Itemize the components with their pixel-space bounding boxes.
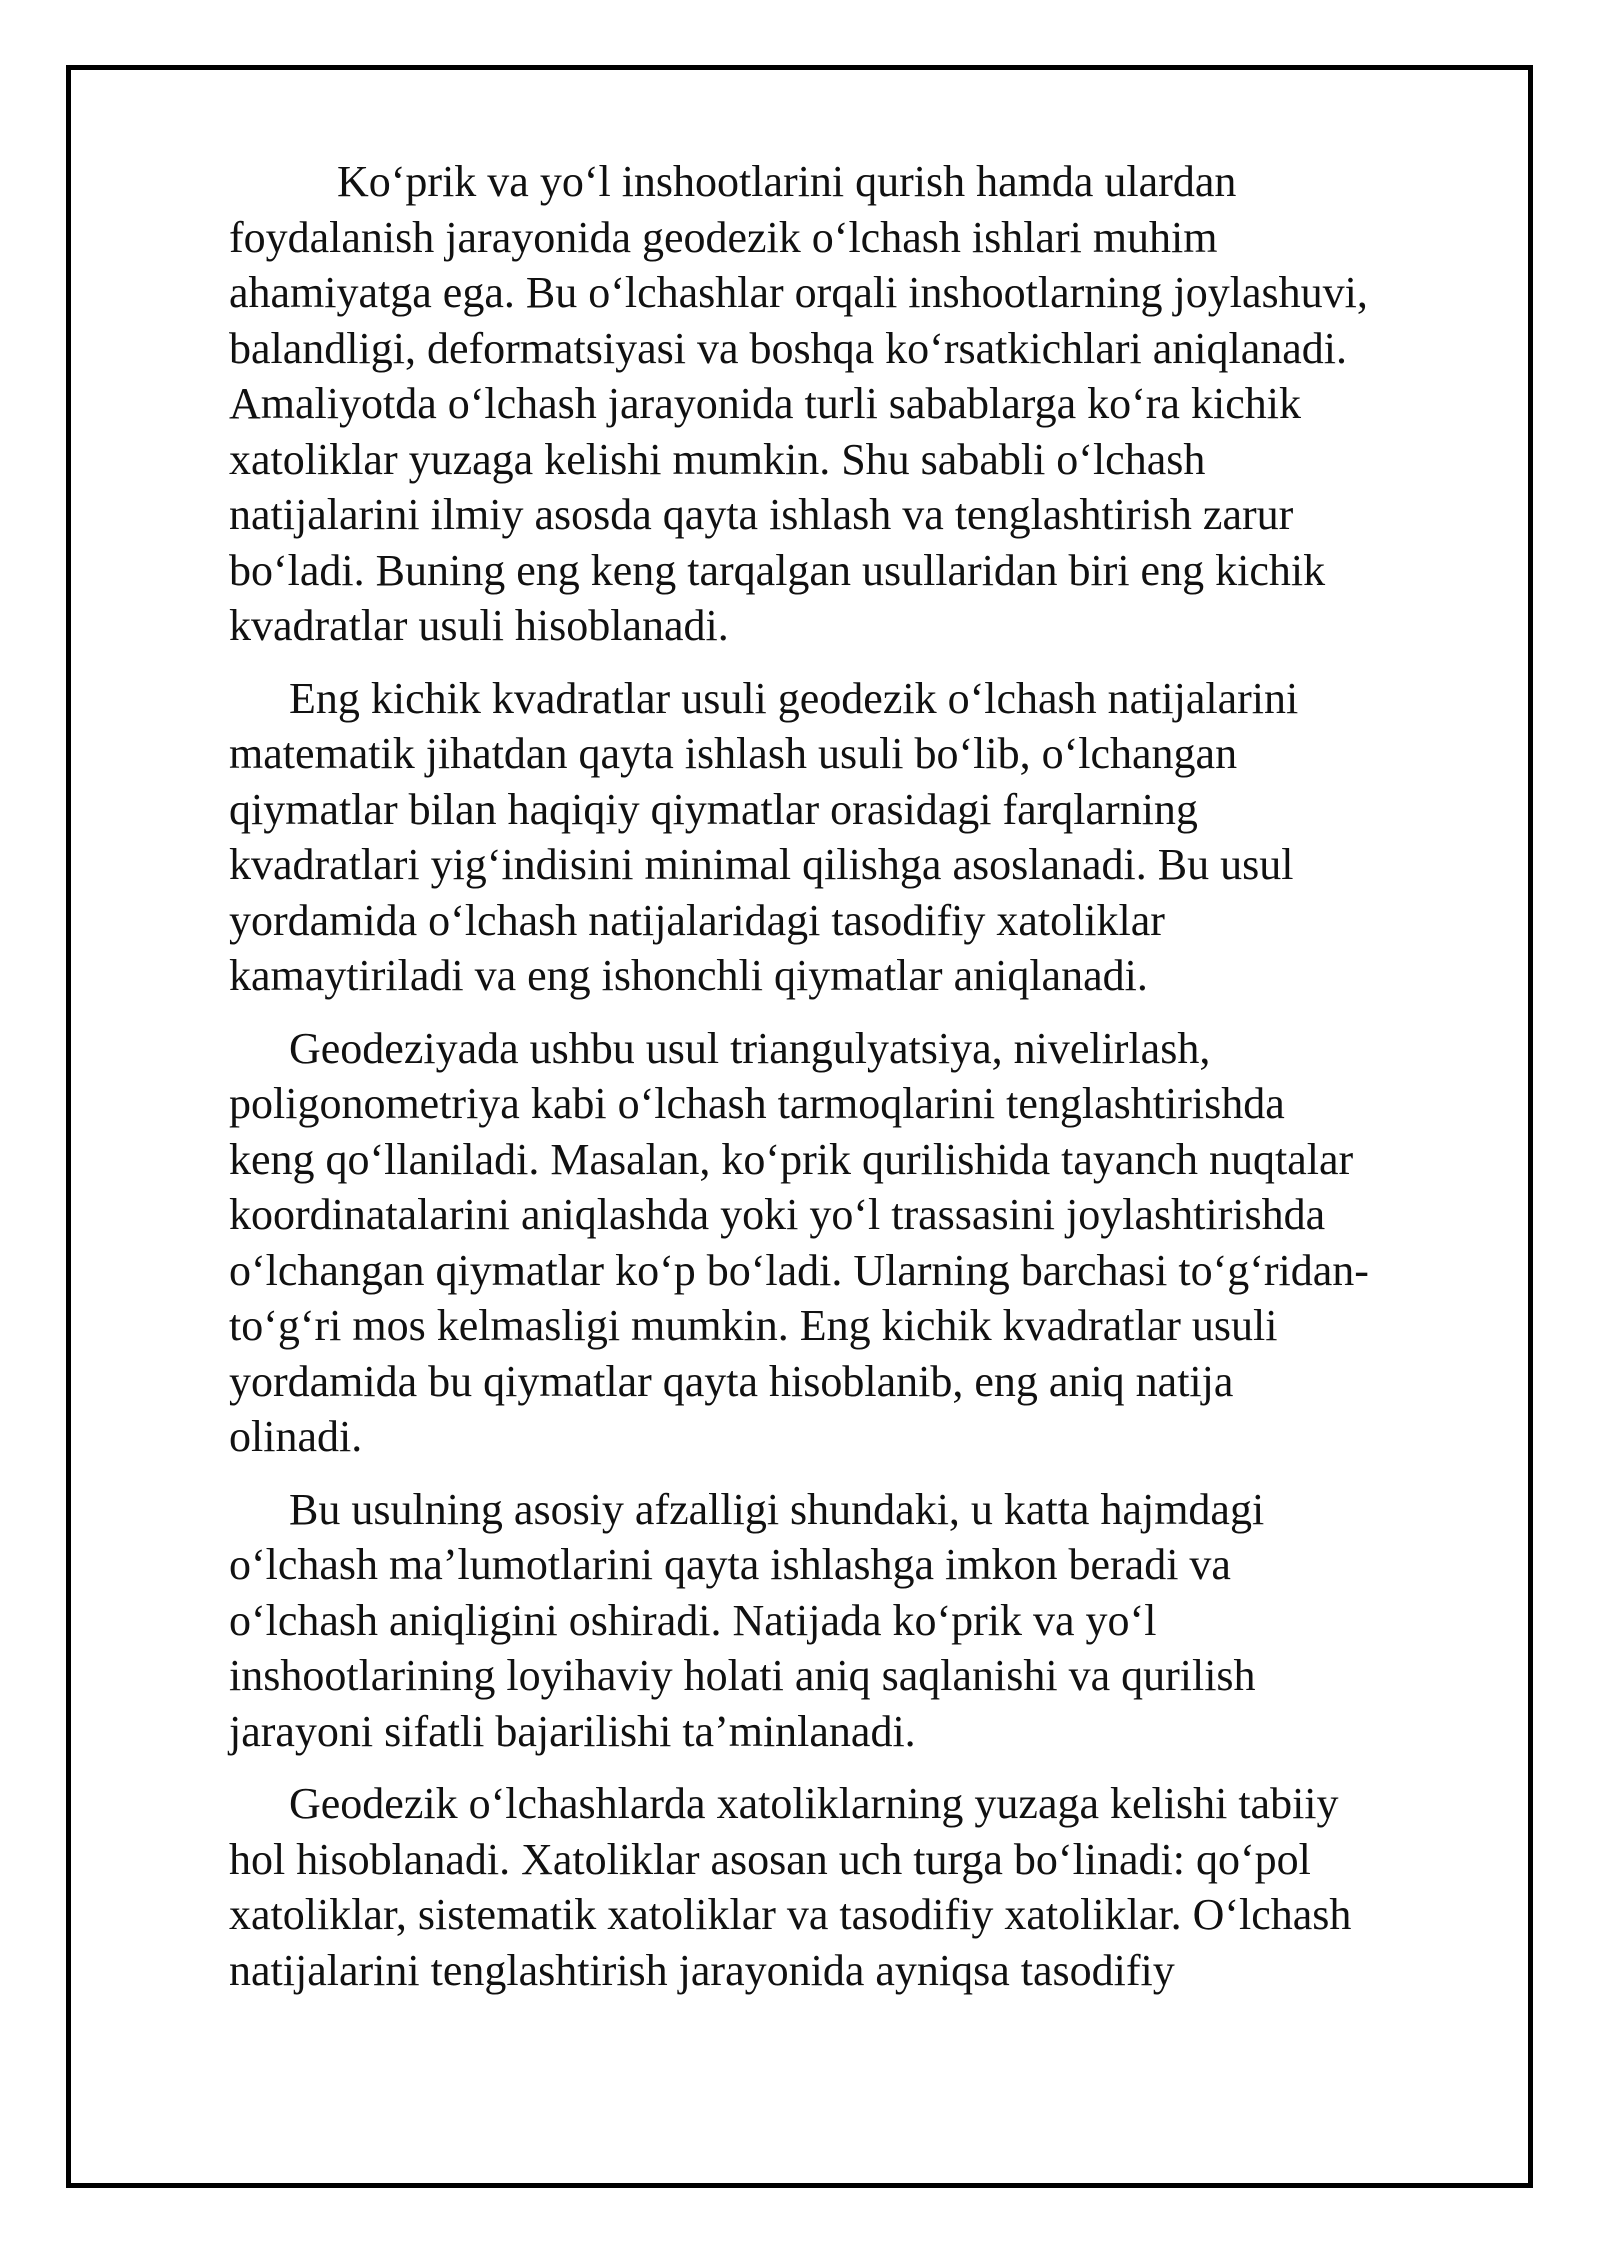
paragraph-3: Geodeziyada ushbu usul triangulyatsiya, nivelirlash, poligonometriya kabi oʻlchash tarmoqlarini tenglashtirishda keng qoʻllaniladi. Masalan, koʻprik qurilishida tayanch nuqtalar koordinatalarini aniqlashda yoki yoʻl trassasini joylashtirishda oʻlchangan qiymatlar koʻp boʻladi. Ularning barchasi toʻgʻridan- toʻgʻri mos kelmasligi mumkin. Eng kichik kvadratlar usuli yordamida bu qiymatlar qayta hisoblanib, eng aniq natija olinadi.	[229, 1023, 1369, 1461]
paragraph-2: Eng kichik kvadratlar usuli geodezik oʻlchash natijalarini matematik jihatdan qayta ishlash usuli boʻlib, oʻlchangan qiymatlar bilan haqiqiy qiymatlar orasidagi farqlarning kvadratlari yigʻindisini minimal qilishga asoslanadi. Bu usul yordamida oʻlchash natijalaridagi tasodifiy xatoliklar kamaytiriladi va eng ishonchli qiymatlar aniqlanadi.	[229, 673, 1299, 1000]
document-body	[229, 154, 1489, 2015]
paragraph-5: Geodezik oʻlchashlarda xatoliklarning yuzaga kelishi tabiiy hol hisoblanadi. Xatoliklar asosan uch turga boʻlinadi: qoʻpol xatoliklar, sistematik xatoliklar va tasodifiy xatoliklar. Oʻlchash natijalarini tenglashtirish jarayonida ayniqsa tasodifiy	[229, 1779, 1352, 1995]
paragraph-4: Bu usulning asosiy afzalligi shundaki, u katta hajmdagi oʻlchash maʼlumotlarini qayta ishlashga imkon beradi va oʻlchash aniqligini oshiradi. Natijada koʻprik va yoʻl inshootlarining loyihaviy holati aniq saqlanishi va qurilish jarayoni sifatli bajarilishi taʼminlanadi.	[229, 1484, 1265, 1756]
paragraph-1: Koʻprik va yoʻl inshootlarini qurish hamda ulardan foydalanish jarayonida geodezik oʻlchash ishlari muhim ahamiyatga ega. Bu oʻlchashlar orqali inshootlarning joylashuvi, balandligi, deformatsiyasi va boshqa koʻrsatkichlari aniqlanadi. Amaliyotda oʻlchash jarayonida turli sabablarga koʻra kichik xatoliklar yuzaga kelishi mumkin. Shu sababli oʻlchash natijalarini ilmiy asosda qayta ishlash va tenglashtirish zarur boʻladi. Buning eng keng tarqalgan usullaridan biri eng kichik kvadratlar usuli hisoblanadi.	[229, 157, 1368, 650]
